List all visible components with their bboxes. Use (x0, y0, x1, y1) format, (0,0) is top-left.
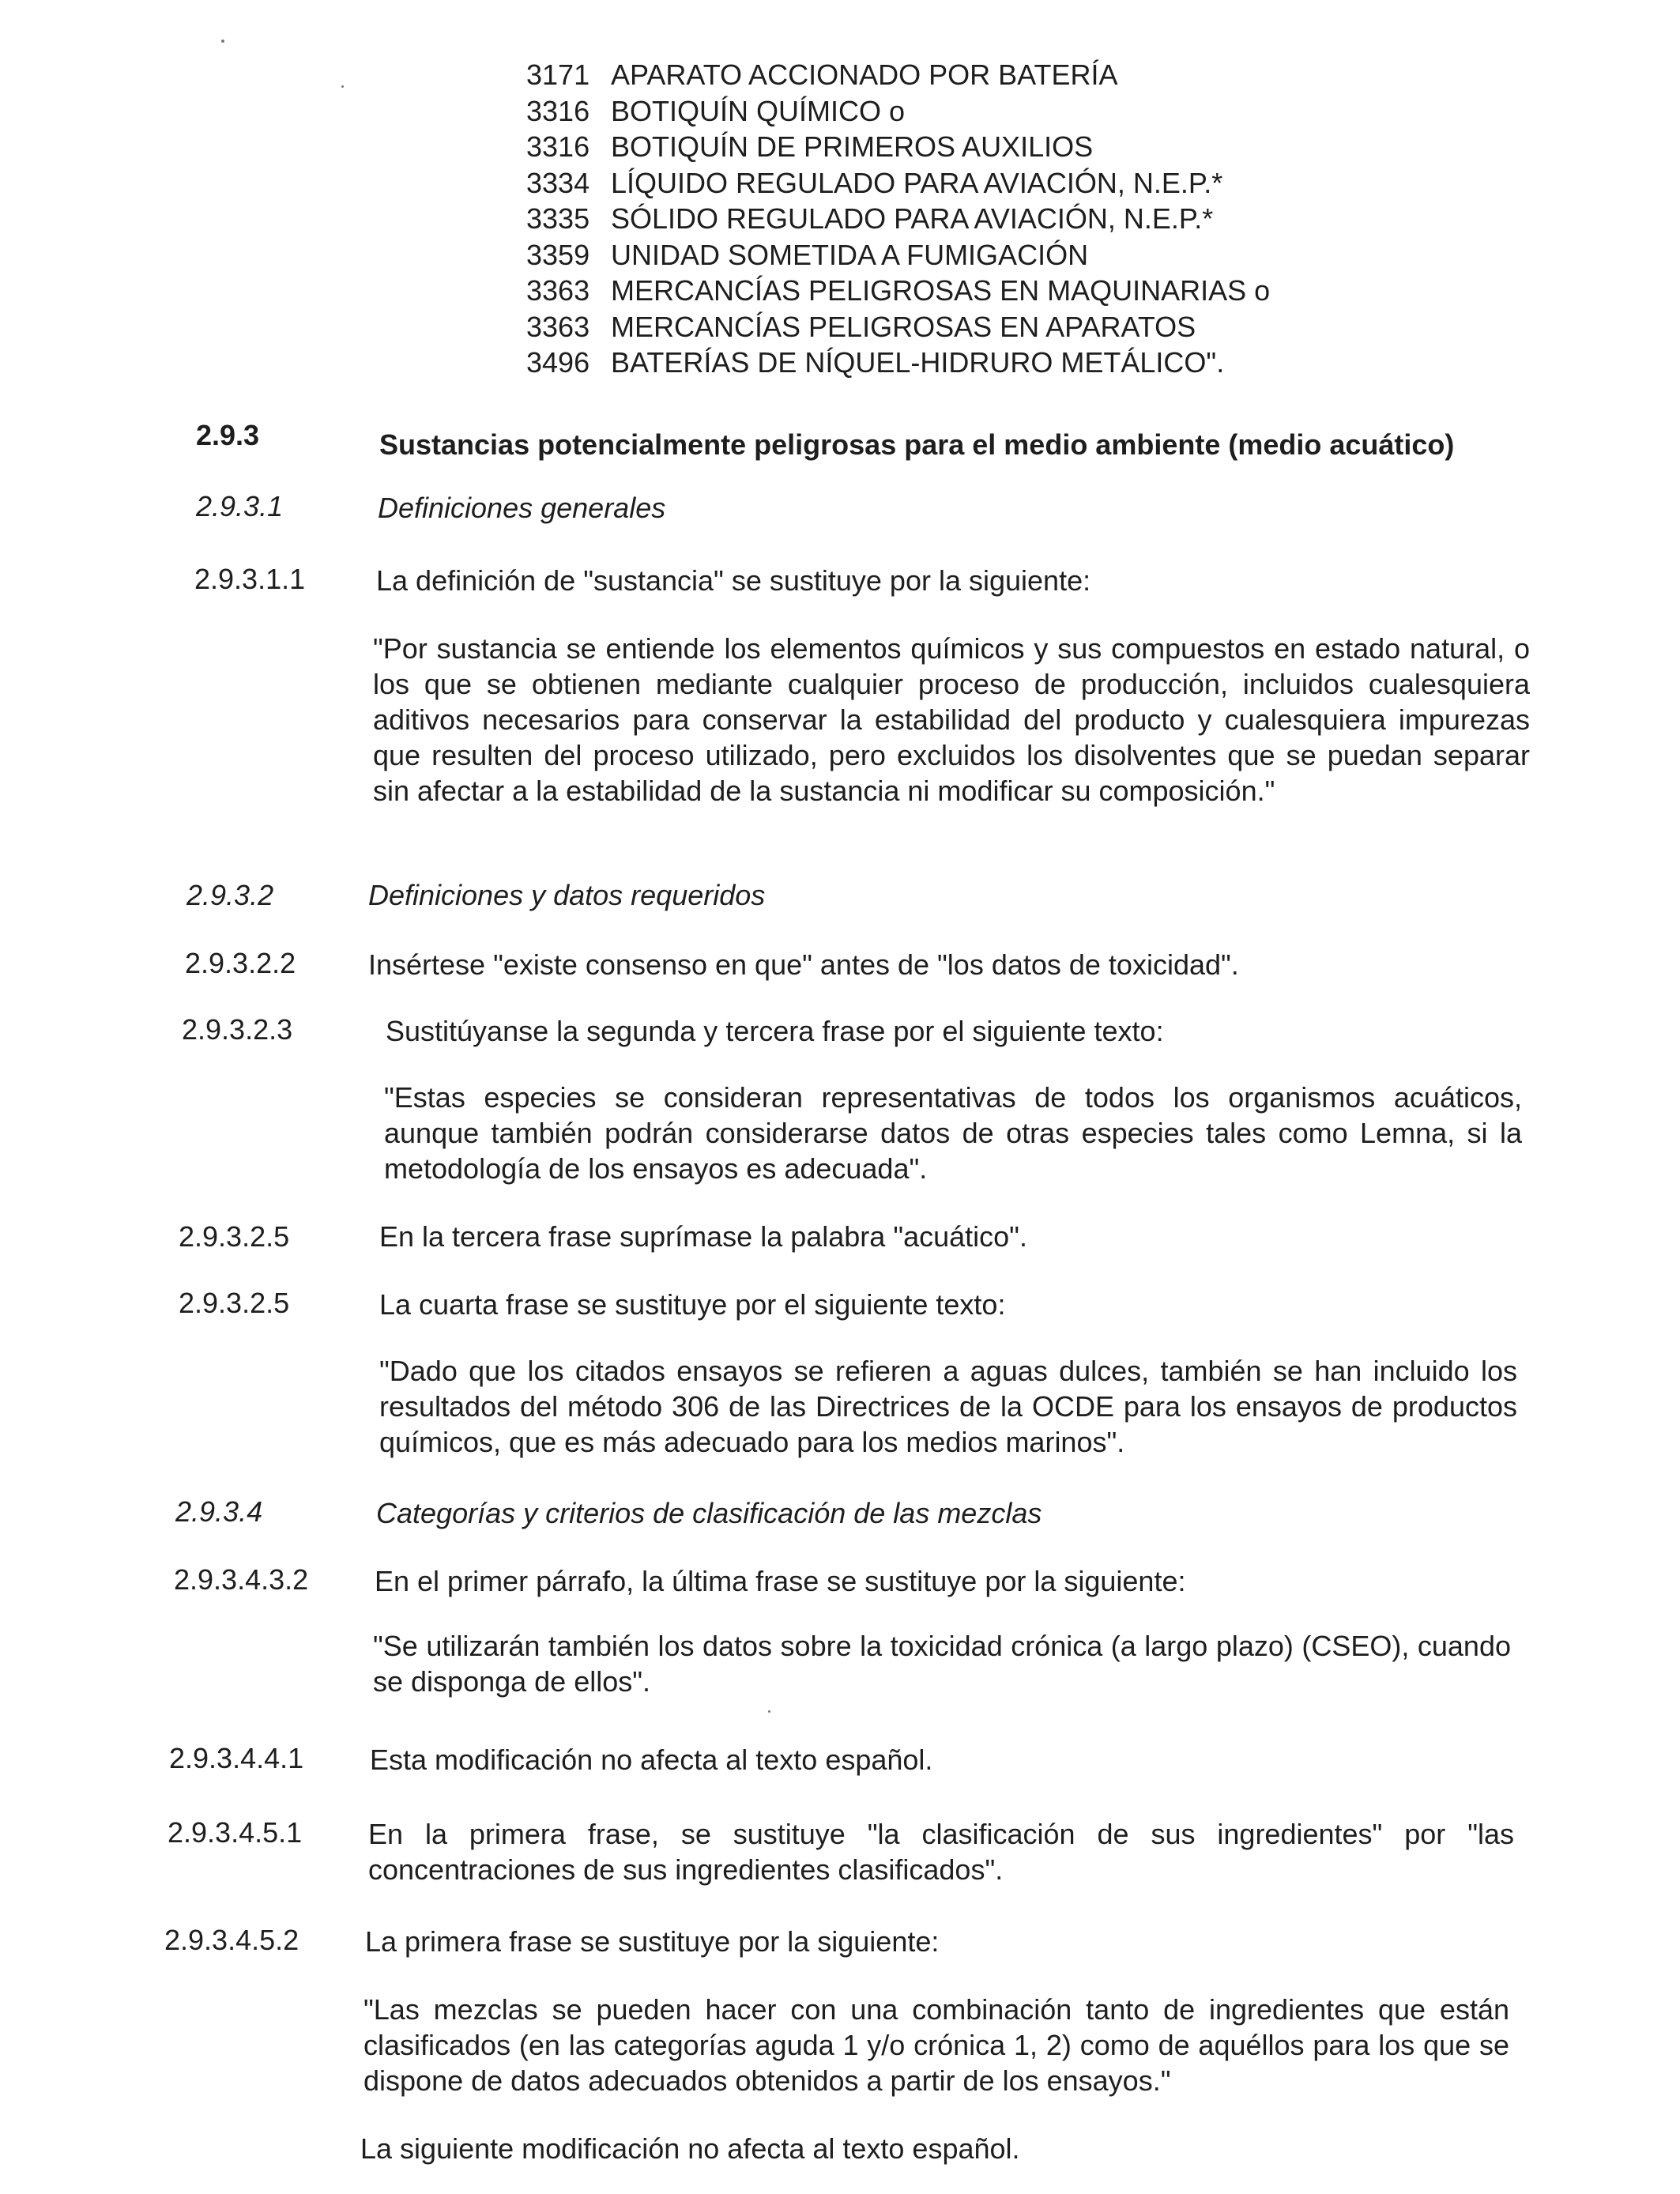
paragraph-text: En la tercera frase suprímase la palabra "acuático". (379, 1220, 1027, 1253)
un-number: 3335 (526, 202, 590, 235)
section-number: 2.9.3.1 (196, 490, 284, 522)
un-name: MERCANCÍAS PELIGROSAS EN MAQUINARIAS o (611, 274, 1271, 307)
un-name: APARATO ACCIONADO POR BATERÍA (611, 58, 1118, 91)
un-number: 3171 (526, 58, 590, 91)
un-name: UNIDAD SOMETIDA A FUMIGACIÓN (611, 238, 1089, 271)
list-item (526, 273, 1270, 309)
section-number: 2.9.3 (196, 419, 260, 451)
paragraph-text: La cuarta frase se sustituye por el siguiente texto: (379, 1288, 1006, 1321)
un-number: 3363 (526, 274, 590, 307)
section-number: 2.9.3.4.5.2 (164, 1924, 299, 1956)
un-name: MERCANCÍAS PELIGROSAS EN APARATOS (611, 310, 1196, 343)
section-heading: Definiciones generales (378, 492, 666, 524)
un-name: LÍQUIDO REGULADO PARA AVIACIÓN, N.E.P.* (611, 166, 1223, 199)
scan-speck (768, 1710, 770, 1713)
section-number: 2.9.3.2.5 (179, 1287, 290, 1319)
quoted-paragraph: "Por sustancia se entiende los elementos químicos y sus compuestos en estado natural, o los que se obtienen mediante cualquier proceso de producción, incluidos cualesquiera aditivos necesarios para conservar la estabilidad del producto y cualesquiera impurezas que resulten del proceso utilizado, pero excluidos los disolventes que se puedan separar sin afectar a la estabilidad de la sustancia ni modificar su composición." (373, 632, 1530, 807)
paragraph-text: En la primera frase, se sustituye "la clasificación de sus ingredientes" por "las concentraciones de sus ingredientes clasificados". (368, 1818, 1514, 1886)
un-number: 3363 (526, 310, 590, 343)
un-number: 3359 (526, 238, 590, 271)
un-name: BOTIQUÍN QUÍMICO o (611, 94, 906, 127)
scan-speck (341, 85, 344, 88)
section-heading: Sustancias potencialmente peligrosas para el medio ambiente (medio acuático) (379, 428, 1455, 461)
list-item (526, 345, 1270, 381)
section-number: 2.9.3.4.5.1 (168, 1816, 303, 1849)
list-item (526, 57, 1270, 93)
list-item (526, 129, 1270, 165)
un-name: BATERÍAS DE NÍQUEL-HIDRURO METÁLICO". (611, 346, 1225, 379)
section-number: 2.9.3.1.1 (194, 563, 306, 595)
paragraph-text: Esta modificación no afecta al texto español. (370, 1744, 933, 1776)
quoted-paragraph: "Dado que los citados ensayos se refieren a aguas dulces, también se han incluido los resultados del método 306 de las Directrices de la OCDE para los ensayos de productos químicos, que es más adecuado para los medios marinos". (379, 1355, 1517, 1458)
quoted-paragraph: "Se utilizarán también los datos sobre la toxicidad crónica (a largo plazo) (CSEO), cuando se disponga de ellos". (373, 1630, 1511, 1698)
section-number: 2.9.3.4 (175, 1495, 263, 1528)
un-number-list (526, 57, 1270, 381)
section-number: 2.9.3.2.3 (182, 1013, 293, 1046)
paragraph-text: Sustitúyanse la segunda y tercera frase por el siguiente texto: (386, 1015, 1164, 1047)
quoted-paragraph: "Estas especies se consideran representativas de todos los organismos acuáticos, aunque también podrán considerarse datos de otras especies tales como Lemna, si la metodología de los ensayos es adecuada". (384, 1081, 1522, 1185)
scan-speck (221, 40, 224, 43)
list-item (526, 165, 1270, 202)
paragraph-text: La primera frase se sustituye por la siguiente: (365, 1925, 940, 1958)
un-name: BOTIQUÍN DE PRIMEROS AUXILIOS (611, 130, 1094, 163)
un-number: 3334 (526, 166, 590, 199)
paragraph-text: Insértese "existe consenso en que" antes de "los datos de toxicidad". (368, 948, 1239, 981)
paragraph-text: La definición de "sustancia" se sustituye por la siguiente: (376, 564, 1091, 597)
section-heading: Definiciones y datos requeridos (368, 879, 766, 911)
section-number: 2.9.3.4.3.2 (174, 1563, 309, 1596)
section-number: 2.9.3.4.4.1 (169, 1742, 304, 1774)
list-item (526, 201, 1270, 237)
section-number: 2.9.3.2.5 (179, 1220, 290, 1253)
list-item (526, 93, 1270, 130)
list-item (526, 309, 1270, 345)
un-name: SÓLIDO REGULADO PARA AVIACIÓN, N.E.P.* (611, 202, 1214, 235)
quoted-paragraph: "Las mezclas se pueden hacer con una combinación tanto de ingredientes que están clasificados (en las categorías aguda 1 y/o crónica 1, 2) como de aquéllos para los que se dispone de datos adecuados obtenidos a partir de los ensayos." (363, 1993, 1509, 2097)
section-number: 2.9.3.2 (186, 879, 274, 911)
list-item (526, 237, 1270, 273)
paragraph-text: En el primer párrafo, la última frase se sustituye por la siguiente: (375, 1565, 1186, 1597)
section-heading: Categorías y criterios de clasificación de las mezclas (376, 1497, 1042, 1529)
un-number: 3496 (526, 346, 590, 379)
section-number: 2.9.3.2.2 (185, 947, 296, 979)
final-note: La siguiente modificación no afecta al texto español. (360, 2132, 1020, 2165)
un-number: 3316 (526, 130, 590, 163)
un-number: 3316 (526, 94, 590, 127)
